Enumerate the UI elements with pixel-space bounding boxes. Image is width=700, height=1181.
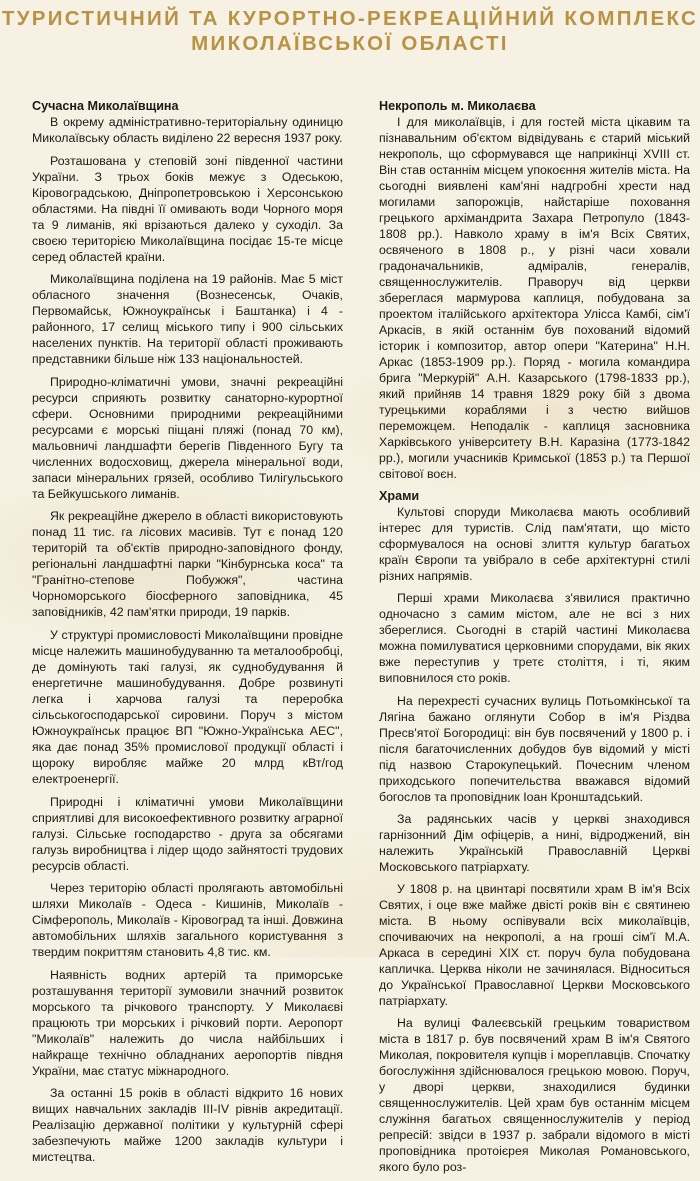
paragraph: За радянських часів у церкві знаходився гарнізонний Дім офіцерів, а нині, відроджений, він належить Українській Православній Церкві Московського патріархату. <box>379 811 690 874</box>
section-heading-necropolis: Некрополь м. Миколаєва <box>379 99 536 113</box>
paragraph: За останні 15 років в області відкрито 16 нових вищих навчальних закладів III-IV рівнів акредитації. Реалізацію державної політики у культурній сфері забезпечують майже 1200 закладів культури і мистецтва. <box>32 1086 343 1165</box>
section-heading-temples: Храми <box>379 489 420 504</box>
page-header <box>0 6 700 56</box>
paragraph: Через територію області пролягають автомобільні шляхи Миколаїв - Одеса - Кишинів, Миколаїв - Сімферополь, Миколаїв - Кіровоград та інші. Довжина автомобільних шляхів загального користування з твердим покриттям становить 4,8 тис. км. <box>32 881 343 960</box>
right-column <box>379 98 690 1181</box>
paragraph: На вулиці Фалеєвській грецьким товариством міста в 1817 р. був посвячений храм В ім'я Святого Миколая, покровителя купців і мореплавців. Спочатку богослужіння здійснювалося грецькою мовою. Поруч, у дворі церкви, знаходилися будинки священнослужителів. Цей храм був останнім місцем служіння багатьох священнослужителів у період репресій: звідси в 1937 р. забрали відомого в місті проповідника протоієрея Миколая Романовського, якого було роз- <box>379 1016 690 1175</box>
page-title-line-2: МИКОЛАЇВСЬКОЇ ОБЛАСТІ <box>191 32 509 55</box>
paragraph: На перехресті сучасних вулиць Потьомкінської та Лягіна бажано оглянути Собор в ім'я Різдва Пресв'ятої Богородиці: він був посвячений у 1800 р. і після багаточисленних добудов був відомий у місті під назвою Старокупецький. Почесним членом приходського попечительства вважався відомий богослов та проповідник Іоан Кронштадський. <box>379 693 690 804</box>
paragraph: Перші храми Миколаєва з'явилися практично одночасно з самим містом, але не всі з них збереглися. Сьогодні в старій частині Миколаєва можна помилуватися церковними спорудами, вік яких вже переступив у третє століття, і ті, яким виповнилося сто років. <box>379 591 690 686</box>
paragraph: Наявність водних артерій та приморське розташування території зумовили значний розвиток морського та річкового транспорту. У Миколаєві працюють три морських і річковий порти. Аеропорт "Миколаїв" належить до числа найбільших і найкраще технічно обладнаних аеропортів півдня України, має статус міжнародного. <box>32 967 343 1078</box>
paragraph: І для миколаївців, і для гостей міста цікавим та пізнавальним об'єктом відвідувань є старий міський некрополь, що сформувався ще наприкінці XVIII ст. Він став останнім місцем упокоєння жителів міста. На сьогодні виявлені кам'яні надгробні хрести над могилами запорожців, найстаріше поховання грецького архімандрита Захара Петропуло (1843-1808 рр.). Навколо храму в ім'я Всіх Святих, освяченого в 1808 р., у різні часи ховали градоначальників, адміралів, генералів, священнослужителів. Праворуч від церкви збереглася мармурова каплиця, побудована за проектом італійського архітектора Улісса Камбі, сім'ї Аркасів, в якій останнім був похований відомий історик і композитор, автор опери "Катерина" Н.Н. Аркас (1853-1909 рр.). Поряд - могила командира брига "Меркурій" А.Н. Казарського (1798-1833 рр.), який прийняв 14 травня 1829 року бій з двома турецькими кораблями і з честю вийшов переможцем. Неподалік - каплиця засновника Харківського університету В.Н. Каразіна (1773-1842 рр.), могили учасників Кримської (1853 р.) та Першої світової воєн. <box>379 115 690 481</box>
left-column <box>32 98 343 1172</box>
paragraph: Природні і кліматичні умови Миколаївщини сприятливі для високоефективного розвитку аграрної галузі. Сільське господарство - друга за обсягами галузь виробництва і лідер щодо зайнятості трудових ресурсів області. <box>32 794 343 873</box>
paragraph: Природно-кліматичні умови, значні рекреаційні ресурси сприяють розвитку санаторно-курортної сфери. Основними природними рекреаційними ресурсами є морські піщані пляжі (понад 70 км), мальовничі ландшафти берегів Південного Бугу та численних водосховищ, джерела мінеральної води, запаси мінеральних грязей, особливо Тилігульського та Бейкушського лиманів. <box>32 374 343 501</box>
page-title-line-1: ТУРИСТИЧНИЙ ТА КУРОРТНО-РЕКРЕАЦІЙНИЙ КОМПЛЕКС <box>1 7 699 30</box>
paragraph: У структурі промисловості Миколаївщини провідне місце належить машинобудуванню та металообробці, де домінують такі галузі, як суднобудування й енергетичне машинобудування. Добре розвинуті легка і харчова галузі та переробка сільськогосподарської сировини. Поруч з містом Южноукраїнськ працює ВП "Южно-Українська АЕС", яка дає понад 35% промислової продукції області і щороку виробляє майже 20 млрд кВт/год електроенергії. <box>32 627 343 786</box>
section-heading-modern-region: Сучасна Миколаївщина <box>32 99 179 113</box>
paragraph: Культові споруди Миколаєва мають особливий інтерес для туристів. Слід пам'ятати, що місто сформувалося на основі злиття культур багатьох країн Європи та увібрало в себе архітектурні стилі різних напрямів. <box>379 505 690 584</box>
paragraph: Розташована у степовій зоні південної частини України. З трьох боків межує з Одеською, Кіровоградською, Дніпропетровською і Херсонською областями. На півдні її омивають води Чорного моря та 9 лиманів, які врізаються далеко у суходіл. За своєю територією Миколаївщина посідає 15-те місце серед областей країни. <box>32 153 343 264</box>
paragraph: В окрему адміністративно-територіальну одиницю Миколаївську область виділено 22 вересня 1937 року. <box>32 115 343 145</box>
paragraph: Як рекреаційне джерело в області використовують понад 11 тис. га лісових масивів. Тут є понад 120 територій та об'єктів природно-заповідного фонду, регіональні ландшафтні парки "Кінбурнська коса" та "Гранітно-степове Побужжя", частина Чорноморського біосферного заповідника, 45 заповідників, 42 пам'ятки природи, 19 парків. <box>32 509 343 620</box>
paragraph: Миколаївщина поділена на 19 районів. Має 5 міст обласного значення (Вознесенськ, Очаків, Первомайськ, Южноукраїнськ і Баштанка) і 4 - районного, 17 селищ міського типу і 900 сільських населених пунктів. На території області проживають представники більше ніж 133 національностей. <box>32 272 343 367</box>
paragraph: У 1808 р. на цвинтарі посвятили храм В ім'я Всіх Святих, і оце вже майже двісті років він є святинею міста. В ньому оспівували всіх миколаївців, спочиваючих на некрополі, а на гроші сім'ї М.А. Аркаса в середині XIX ст. поруч була побудована капличка. Церква ніколи не зачинялася. Відноситься до Української Православної Церкви Московського патріархату. <box>379 881 690 1008</box>
